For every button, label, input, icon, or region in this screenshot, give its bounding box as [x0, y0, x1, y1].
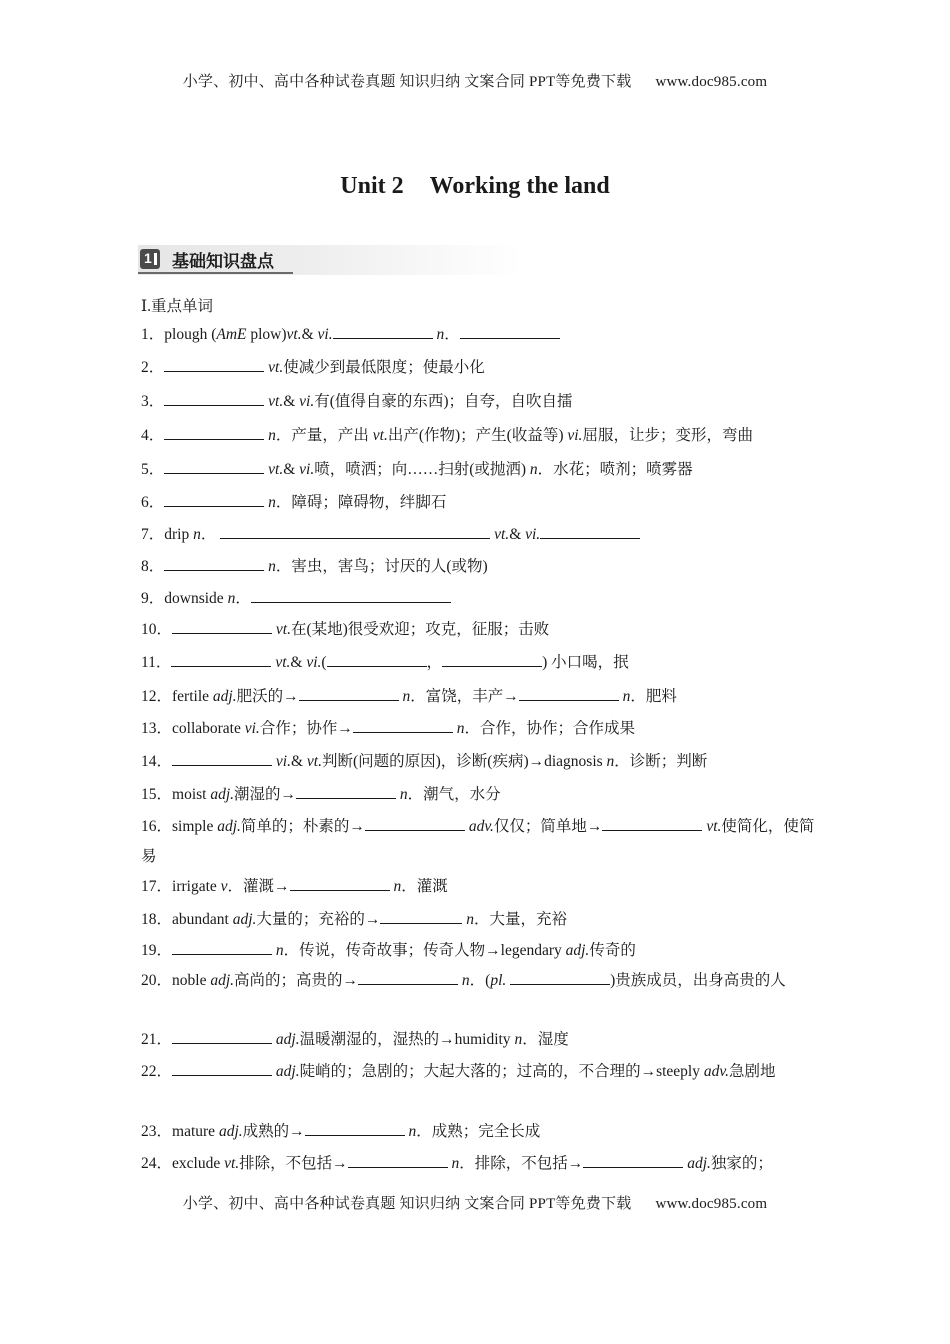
list-item: 16．simple adj.简单的；朴素的→ adv.仅仅；简单地→ vt.使简化，使简易 — [141, 812, 821, 872]
section-underline — [138, 272, 293, 274]
list-item: 23．mature adj.成熟的→ n．成熟；完全长成 — [141, 1117, 821, 1147]
list-item: 6． n．障碍；障碍物，绊脚石 — [141, 488, 821, 518]
section-title: 基础知识盘点 — [172, 252, 274, 272]
list-item: 8． n．害虫，害鸟；讨厌的人(或物) — [141, 552, 821, 582]
answer-blank[interactable] — [171, 650, 271, 667]
answer-blank[interactable] — [305, 1119, 405, 1136]
list-item: 2． vt.使减少到最低限度；使最小化 — [141, 353, 821, 383]
footer-text: 小学、初中、高中各种试卷真题 知识归纳 文案合同 PPT等免费下载 — [182, 1196, 632, 1212]
answer-blank[interactable] — [164, 490, 264, 507]
answer-blank[interactable] — [172, 749, 272, 766]
answer-blank[interactable] — [583, 1151, 683, 1168]
list-item: 4． n．产量，产出 vt.出产(作物)；产生(收益等) vi.屈服，让步；变形，弯曲 — [141, 421, 821, 451]
list-item: 7．drip n． vt.& vi. — [141, 520, 821, 550]
list-item: 22． adj.陡峭的；急剧的；大起大落的；过高的，不合理的→steeply adv.急剧地 — [141, 1057, 821, 1087]
list-item: 19． n．传说，传奇故事；传奇人物→legendary adj.传奇的 — [141, 936, 821, 966]
list-item: 10． vt.在(某地)很受欢迎；攻克，征服；击败 — [141, 615, 821, 645]
answer-blank[interactable] — [164, 457, 264, 474]
page-header — [0, 70, 950, 91]
list-item: 11． vt.& vi.( ， ) 小口喝，抿 — [141, 648, 821, 678]
footer-url[interactable]: www.doc985.com — [655, 1196, 768, 1212]
answer-blank[interactable] — [296, 782, 396, 799]
answer-blank[interactable] — [442, 650, 542, 667]
list-item: 17．irrigate v．灌溉→ n．灌溉 — [141, 872, 821, 902]
list-item: 3． vt.& vi.有(值得自豪的东西)；自夸，自吹自擂 — [141, 387, 821, 417]
list-item: 20．noble adj.高尚的；高贵的→ n．(pl. )贵族成员，出身高贵的人 — [141, 966, 821, 996]
title-name: Working the land — [429, 173, 610, 199]
list-item: 13．collaborate vi.合作；协作→ n．合作，协作；合作成果 — [141, 714, 821, 744]
answer-blank[interactable] — [358, 968, 458, 985]
answer-blank[interactable] — [540, 522, 640, 539]
answer-blank[interactable] — [164, 554, 264, 571]
page-footer — [0, 1192, 950, 1213]
answer-blank[interactable] — [172, 938, 272, 955]
answer-blank[interactable] — [365, 814, 465, 831]
list-item: 14． vi.& vt.判断(问题的原因)，诊断(疾病)→diagnosis n．诊断；判断 — [141, 747, 821, 777]
answer-blank[interactable] — [290, 874, 390, 891]
answer-blank[interactable] — [299, 684, 399, 701]
answer-blank[interactable] — [172, 617, 272, 634]
answer-blank[interactable] — [220, 522, 490, 539]
section-banner — [138, 245, 522, 275]
header-text: 小学、初中、高中各种试卷真题 知识归纳 文案合同 PPT等免费下载 — [182, 74, 632, 90]
header-url[interactable]: www.doc985.com — [655, 74, 768, 90]
subsection-heading: Ⅰ.重点单词 — [141, 298, 213, 315]
list-item: 15．moist adj.潮湿的→ n．潮气，水分 — [141, 780, 821, 810]
answer-blank[interactable] — [460, 322, 560, 339]
answer-blank[interactable] — [164, 355, 264, 372]
list-item: 18．abundant adj.大量的；充裕的→ n．大量，充裕 — [141, 905, 821, 935]
answer-blank[interactable] — [602, 814, 702, 831]
answer-blank[interactable] — [164, 423, 264, 440]
list-item: 21． adj.温暖潮湿的，湿热的→humidity n．湿度 — [141, 1025, 821, 1055]
answer-blank[interactable] — [172, 1059, 272, 1076]
answer-blank[interactable] — [353, 716, 453, 733]
answer-blank[interactable] — [251, 586, 451, 603]
list-item: 24．exclude vt.排除，不包括→ n．排除，不包括→ adj.独家的； — [141, 1149, 821, 1179]
section-number-icon: 1 — [140, 249, 160, 269]
answer-blank[interactable] — [510, 968, 610, 985]
answer-blank[interactable] — [327, 650, 427, 667]
list-item: 5． vt.& vi.喷，喷洒；向……扫射(或抛洒) n．水花；喷剂；喷雾器 — [141, 455, 821, 485]
list-item: 12．fertile adj.肥沃的→ n．富饶，丰产→ n．肥料 — [141, 682, 821, 712]
answer-blank[interactable] — [380, 907, 462, 924]
title-unit: Unit 2 — [340, 173, 404, 199]
list-item: 9．downside n． — [141, 584, 821, 614]
answer-blank[interactable] — [333, 322, 433, 339]
answer-blank[interactable] — [519, 684, 619, 701]
answer-blank[interactable] — [164, 389, 264, 406]
list-item: 1．plough (AmE plow)vt.& vi. n． — [141, 320, 821, 350]
page-title — [0, 173, 950, 200]
answer-blank[interactable] — [348, 1151, 448, 1168]
answer-blank[interactable] — [172, 1027, 272, 1044]
